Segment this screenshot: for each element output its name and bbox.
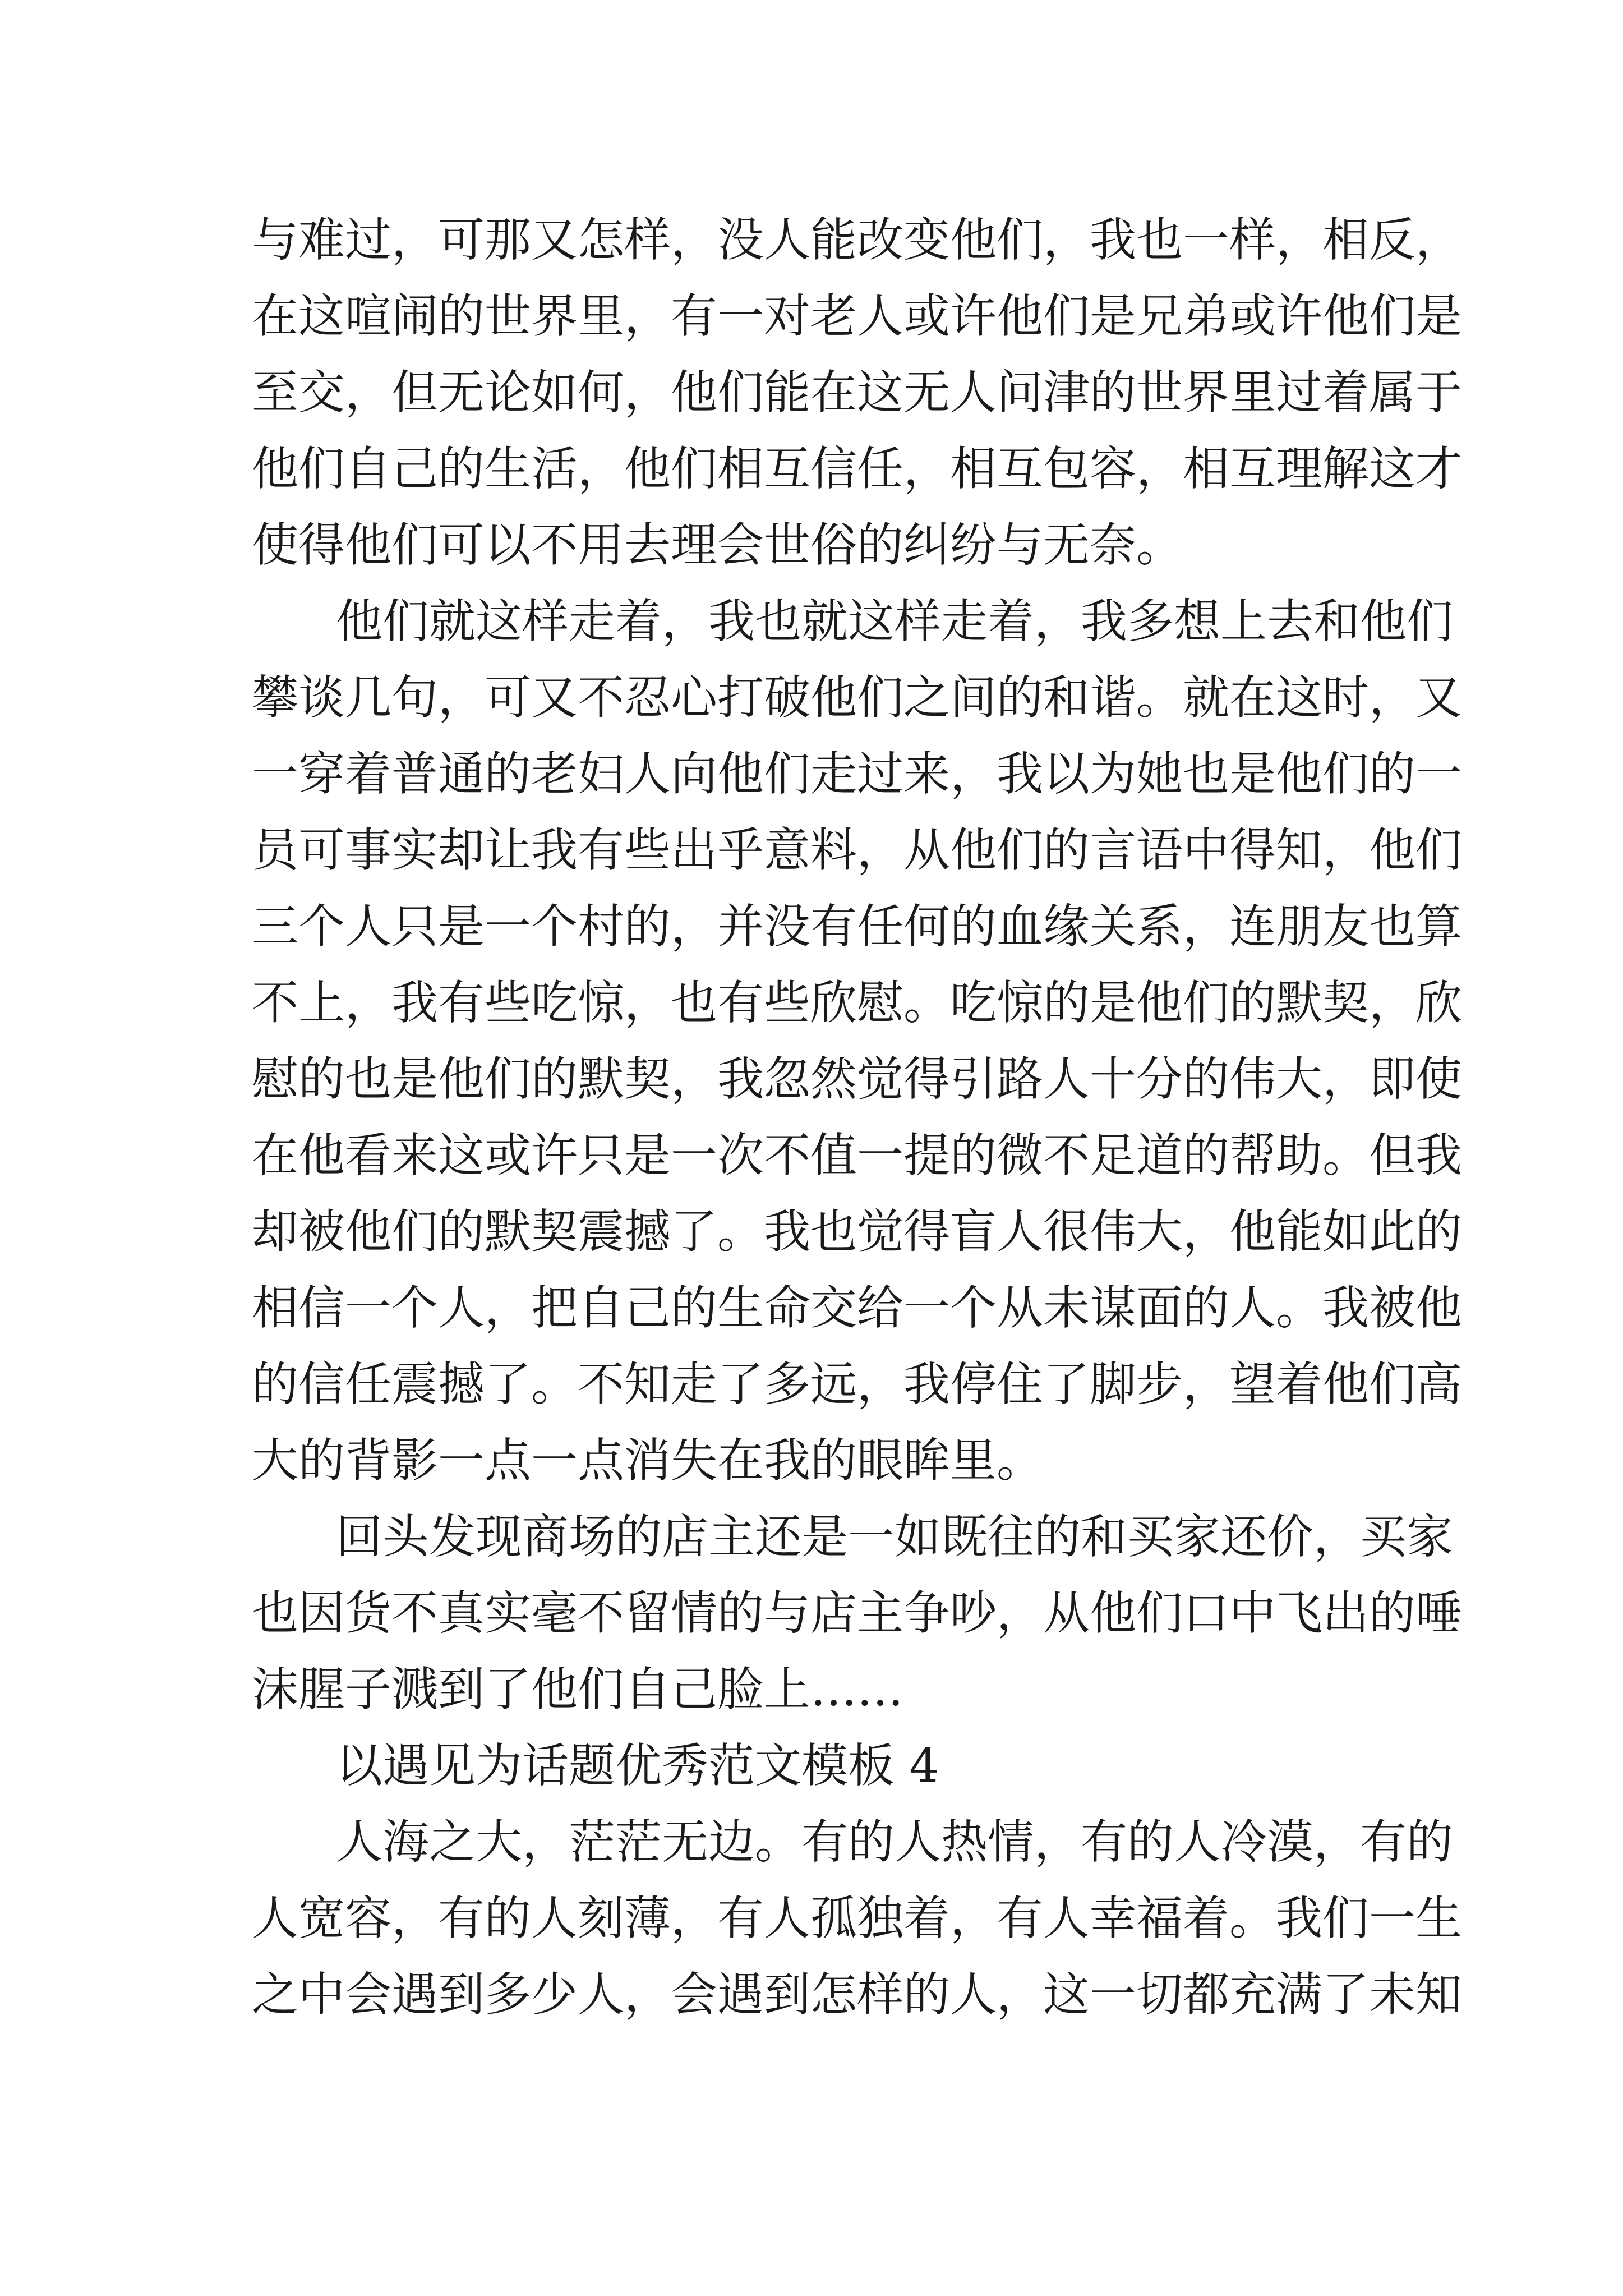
text-line: 与难过，可那又怎样，没人能改变他们，我也一样，相反， [252, 213, 1462, 267]
paragraph-end-line: 沫腥子溅到了他们自己脸上…… [252, 1662, 903, 1717]
text-line: 相信一个人，把自己的生命交给一个从未谋面的人。我被他 [252, 1281, 1462, 1335]
text-line: 之中会遇到多少人，会遇到怎样的人，这一切都充满了未知 [252, 1967, 1462, 2022]
paragraph-end-line: 大的背影一点一点消失在我的眼眸里。 [252, 1433, 1043, 1488]
paragraph-first-line: 他们就这样走着，我也就这样走着，我多想上去和他们 [336, 594, 1453, 648]
paragraph-end-line: 使得他们可以不用去理会世俗的纠纷与无奈。 [252, 518, 1183, 572]
text-line: 他们自己的生活，他们相互信任，相互包容，相互理解这才 [252, 441, 1462, 496]
text-line: 员可事实却让我有些出乎意料，从他们的言语中得知，他们 [252, 823, 1462, 877]
text-line: 却被他们的默契震撼了。我也觉得盲人很伟大，他能如此的 [252, 1204, 1462, 1259]
text-line: 的信任震撼了。不知走了多远，我停住了脚步，望着他们高 [252, 1357, 1462, 1411]
text-line: 攀谈几句，可又不忍心打破他们之间的和谐。就在这时，又 [252, 670, 1462, 725]
text-line: 在这喧闹的世界里，有一对老人或许他们是兄弟或许他们是 [252, 289, 1462, 343]
text-line: 一穿着普通的老妇人向他们走过来，我以为她也是他们的一 [252, 747, 1462, 801]
text-line: 在他看来这或许只是一次不值一提的微不足道的帮助。但我 [252, 1128, 1462, 1182]
text-line: 至交，但无论如何，他们能在这无人问津的世界里过着属于 [252, 365, 1462, 420]
text-line: 三个人只是一个村的，并没有任何的血缘关系，连朋友也算 [252, 899, 1462, 954]
body-text [252, 202, 1462, 2033]
text-line: 也因货不真实毫不留情的与店主争吵，从他们口中飞出的唾 [252, 1586, 1462, 1640]
text-line: 慰的也是他们的默契，我忽然觉得引路人十分的伟大，即使 [252, 1052, 1462, 1106]
section-heading: 以遇见为话题优秀范文模板 4 [336, 1738, 939, 1793]
paragraph-first-line: 回头发现商场的店主还是一如既往的和买家还价，买家 [336, 1510, 1453, 1564]
paragraph-first-line: 人海之大，茫茫无边。有的人热情，有的人冷漠，有的 [336, 1815, 1453, 1869]
text-line: 不上，我有些吃惊，也有些欣慰。吃惊的是他们的默契，欣 [252, 976, 1462, 1030]
text-line: 人宽容，有的人刻薄，有人孤独着，有人幸福着。我们一生 [252, 1891, 1462, 1945]
